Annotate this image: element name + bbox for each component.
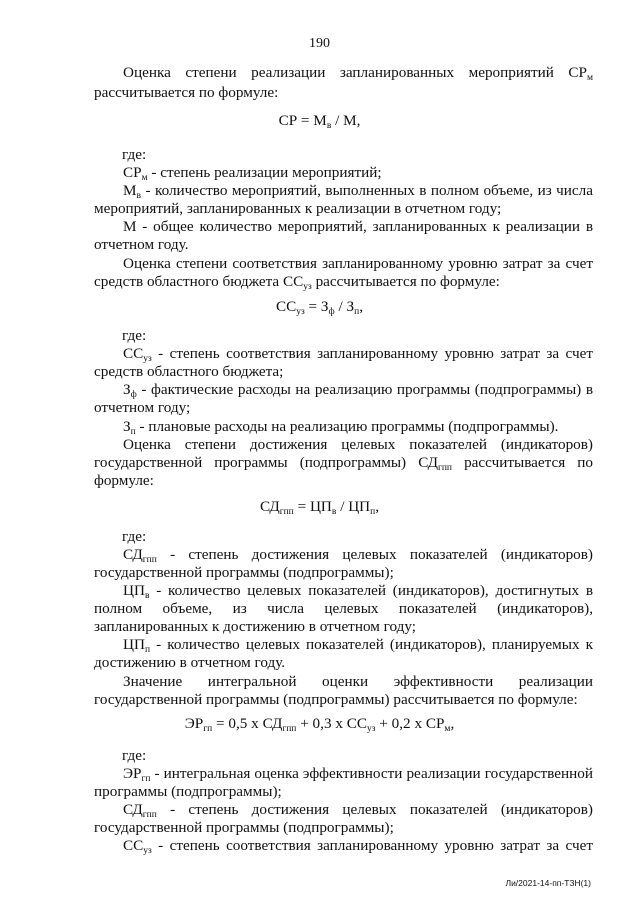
text-line: государственной программы (подпрограммы);	[94, 819, 394, 836]
text-line: где:	[122, 528, 147, 545]
text-line: рассчитывается по формуле:	[94, 84, 279, 101]
text-line: Значение интегральной оценки эффективности реализации	[123, 673, 593, 690]
subscript: гпп	[279, 507, 294, 517]
subscript: м	[444, 724, 451, 734]
text-line: $ЦП_в$ - количество целевых показателей (индикаторов), достигнутых в	[123, 582, 593, 601]
formula-line: $СД_{гпп} = ЦП_в / ЦП_п$,	[259, 498, 380, 517]
text-line: Оценка степени соответствия запланированному уровню затрат за счет	[123, 255, 593, 272]
subscript: уз	[303, 282, 312, 292]
text-line: М - общее количество мероприятий, запланированных к реализации в	[123, 218, 593, 235]
subscript: уз	[143, 846, 152, 856]
subscript: в	[331, 507, 337, 517]
text-line: запланированных к достижению в отчетном году;	[94, 618, 417, 635]
text-line: средств областного бюджета;	[94, 363, 284, 380]
subscript: в	[136, 191, 142, 201]
subscript: п	[354, 307, 360, 317]
subscript: гпп	[142, 810, 157, 820]
subscript: гпп	[282, 724, 297, 734]
formula-line: $СС_{уз} = З_ф / З_п$,	[275, 298, 364, 317]
text-line: $ЦП_п$ - количество целевых показателей (индикаторов), планируемых к	[123, 636, 593, 655]
subscript: м	[141, 173, 148, 183]
text-line: средств областного бюджета $СС_{уз}$ рассчитывается по формуле:	[94, 273, 500, 292]
subscript: гпп	[437, 463, 453, 473]
text-line: Оценка степени реализации запланированных мероприятий $СР_м$	[123, 64, 593, 83]
text-line: где:	[122, 747, 147, 764]
text-line: государственной программы (подпрограммы) $СД_{гпп}$ рассчитывается по	[94, 454, 594, 473]
text-line: $З_п$ - плановые расходы на реализацию программы (подпрограммы).	[123, 418, 559, 437]
text-line: Оценка степени достижения целевых показателей (индикаторов)	[123, 436, 593, 453]
page-number: 190	[309, 36, 330, 51]
text-line: $ЭР_{гп}$ - интегральная оценка эффективности реализации государственной	[123, 765, 593, 784]
subscript: гп	[203, 724, 213, 734]
text-line: $М_в$ - количество мероприятий, выполненных в полном объеме, из числа	[123, 182, 593, 201]
text-line: $СД_{гпп}$ - степень достижения целевых показателей (индикаторов)	[123, 801, 593, 820]
text-line: формуле:	[94, 472, 154, 489]
subscript: в	[144, 591, 150, 601]
text-line: государственной программы (подпрограммы) рассчитывается по формуле:	[94, 691, 578, 708]
subscript: в	[326, 121, 332, 131]
subscript: п	[370, 507, 376, 517]
text-line: достижению в отчетном году.	[94, 654, 286, 671]
subscript: п	[130, 427, 136, 437]
text-line: программы (подпрограммы);	[94, 783, 282, 800]
subscript: ф	[130, 390, 137, 400]
text-line: $СР_м$ - степень реализации мероприятий;	[123, 164, 382, 183]
text-line: где:	[122, 327, 147, 344]
subscript: гпп	[142, 555, 157, 565]
formula-line: $ЭР_{гп} = 0,5$ х $СД_{гпп} + 0,3$ х $СС_{уз} + 0,2$ х $СР_м$,	[184, 715, 455, 734]
formula-line: СР = $М_в$ / М,	[278, 112, 361, 131]
subscript: уз	[296, 307, 305, 317]
subscript: м	[586, 73, 593, 83]
text-line: отчетном году.	[94, 236, 189, 253]
text-line: $СС_{уз}$ - степень соответствия запланированному уровню затрат за счет	[123, 837, 593, 856]
subscript: уз	[366, 724, 376, 734]
text-line: $СД_{гпп}$ - степень достижения целевых показателей (индикаторов)	[123, 546, 593, 565]
footer-code: Ли/2021-14-пп-ТЗН(1)	[505, 878, 591, 888]
text-line: отчетном году;	[94, 399, 191, 416]
text-line: государственной программы (подпрограммы);	[94, 564, 394, 581]
subscript: ф	[328, 307, 335, 317]
text-line: полном объеме, из числа целевых показателей (индикаторов),	[94, 600, 593, 617]
text-line: $СС_{уз}$ - степень соответствия запланированному уровню затрат за счет	[123, 345, 593, 364]
subscript: п	[144, 645, 151, 655]
text-line: $З_ф$ - фактические расходы на реализацию программы (подпрограммы) в	[123, 381, 593, 400]
subscript: гп	[141, 774, 151, 784]
subscript: уз	[143, 354, 152, 364]
text-line: где:	[122, 146, 147, 163]
text-line: мероприятий, запланированных к реализации в отчетном году;	[94, 200, 502, 217]
